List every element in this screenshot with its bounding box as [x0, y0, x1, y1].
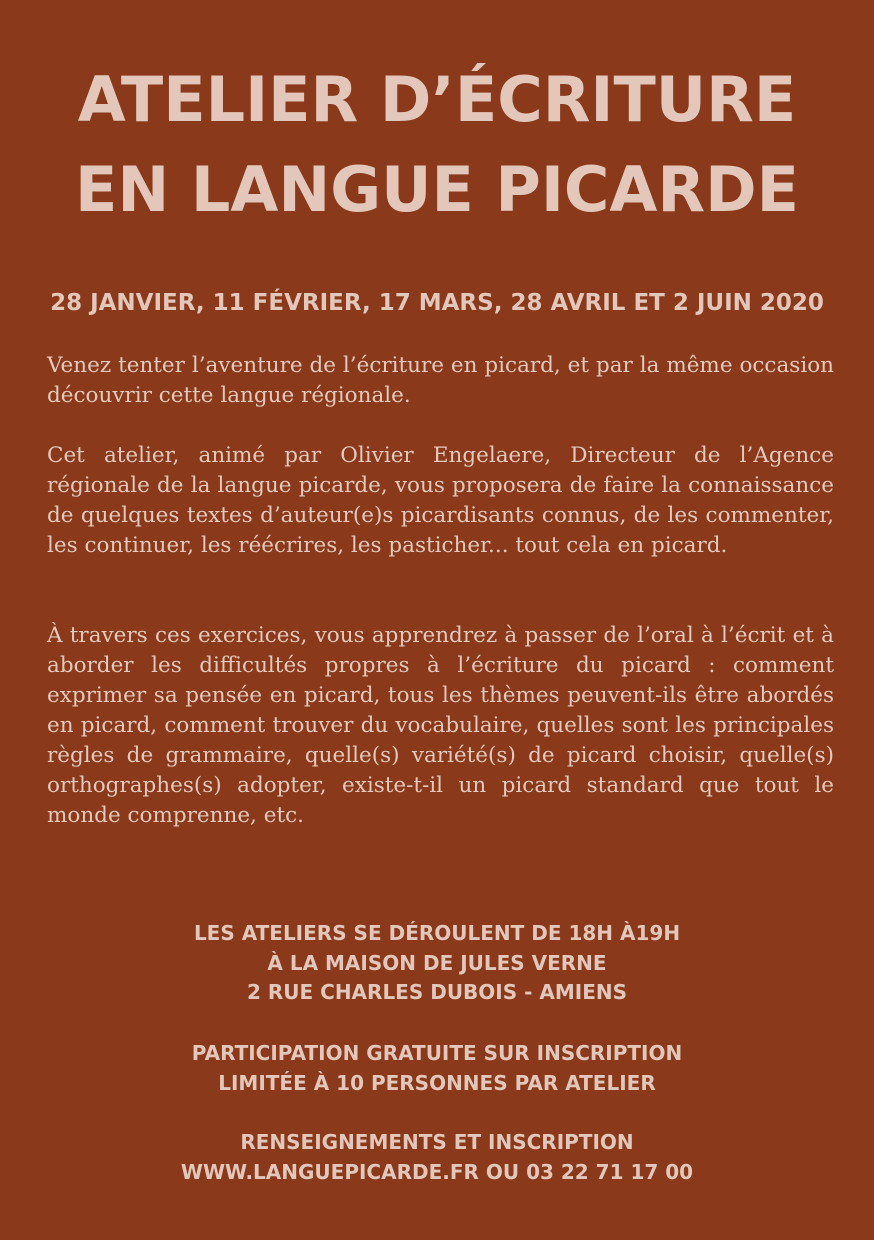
- intro-paragraph: Venez tenter l’aventure de l’écriture en picard, et par la même occasion découvrir cette langue régionale.: [47, 353, 834, 408]
- description-paragraph: Cet atelier, animé par Olivier Engelaere, Directeur de l’Agence régionale de la langue picarde, vous proposera de faire la connaissance de quelques textes d’auteur(e)s picardisants connus, de les commenter, les continuer, les réécrires, les pasticher... tout cela en picard.: [47, 443, 834, 558]
- workshop-dates: 28 JANVIER, 11 FÉVRIER, 17 MARS, 28 AVRIL ET 2 JUIN 2020: [50, 290, 824, 316]
- contact-heading: RENSEIGNEMENTS ET INSCRIPTION: [240, 1130, 634, 1154]
- schedule-time: LES ATELIERS SE DÉROULENT DE 18H À19H: [193, 921, 681, 945]
- participation-limit: LIMITÉE À 10 PERSONNES PAR ATELIER: [218, 1070, 656, 1095]
- contact-details: WWW.LANGUEPICARDE.FR OU 03 22 71 17 00: [180, 1159, 694, 1184]
- title-line-2: EN LANGUE PICARDE: [75, 153, 799, 226]
- schedule-block: [0, 919, 874, 1008]
- title-line-1: ATELIER D’ÉCRITURE: [77, 63, 797, 136]
- participation-free: PARTICIPATION GRATUITE SUR INSCRIPTION: [191, 1041, 683, 1065]
- schedule-address: 2 RUE CHARLES DUBOIS - AMIENS: [247, 980, 627, 1004]
- schedule-venue: À LA MAISON DE JULES VERNE: [267, 950, 607, 975]
- contact-block: [0, 1128, 874, 1187]
- participation-block: [0, 1039, 874, 1098]
- exercises-paragraph: À travers ces exercices, vous apprendrez à passer de l’oral à l’écrit et à aborder les difficultés propres à l’écriture du picard : comment exprimer sa pensée en picard, tous les thèmes peuvent-ils être abordés en picard, comment trouver du vocabulaire, quelles sont les principales règles de grammaire, quelle(s) variété(s) de picard choisir, quelle(s) orthographes(s) adopter, existe-t-il un picard standard que tout le monde comprenne, etc.: [47, 623, 834, 828]
